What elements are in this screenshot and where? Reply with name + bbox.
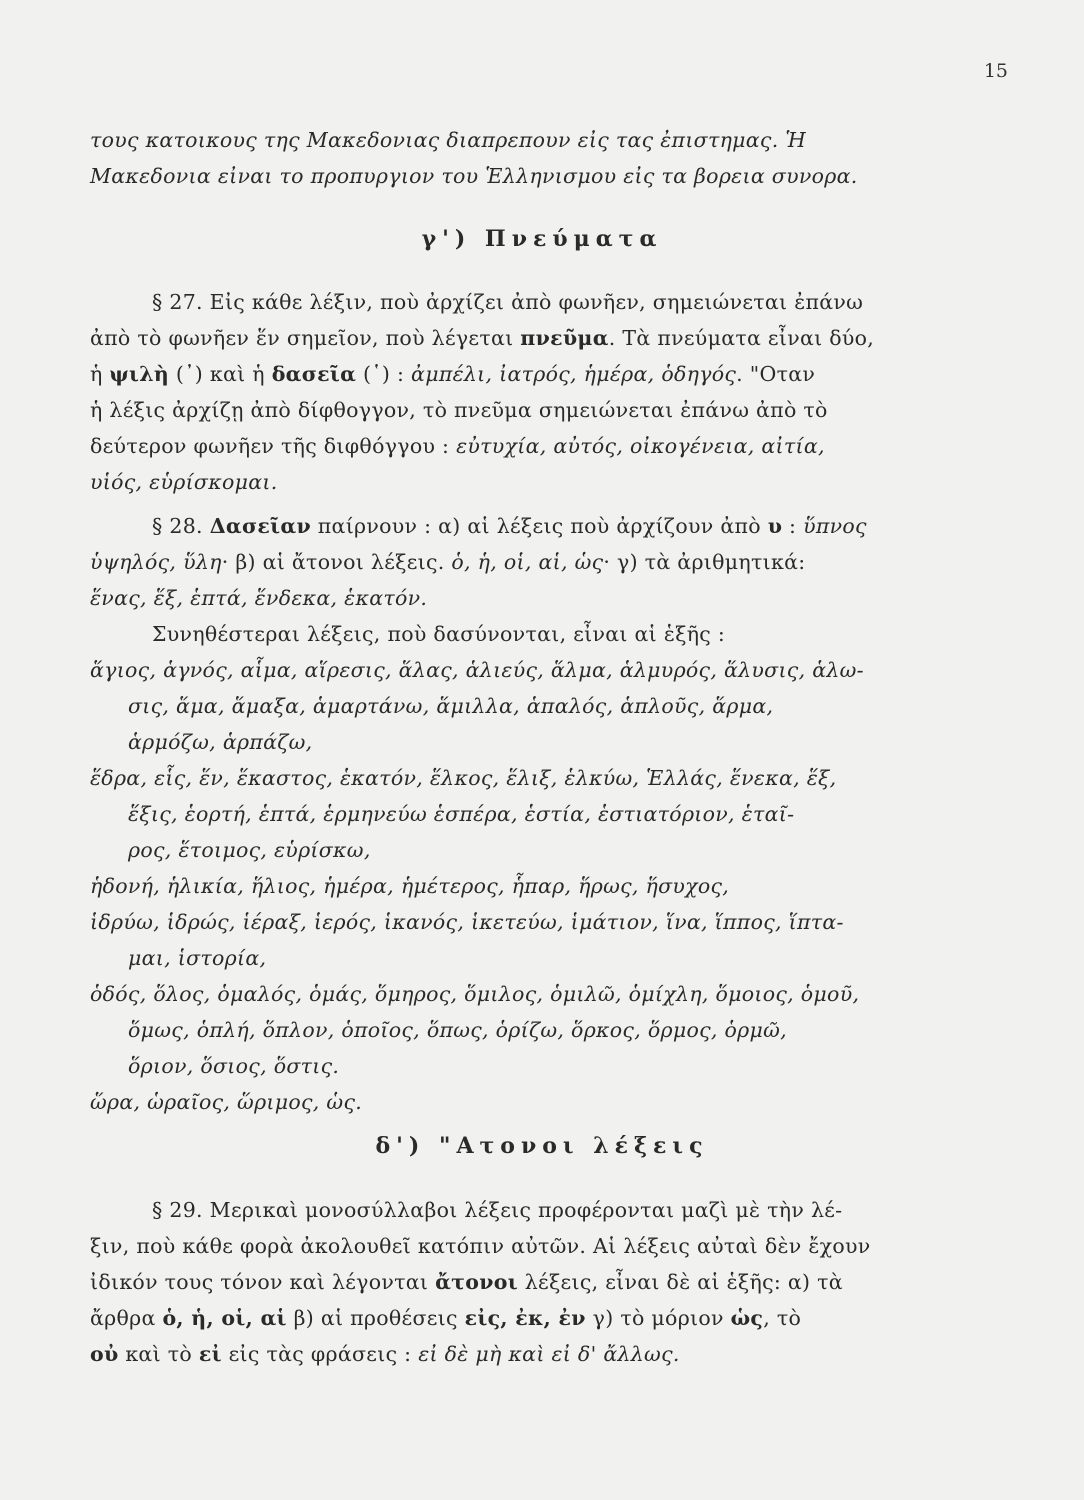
- text-line: ἕνας, ἕξ, ἑπτά, ἕνδεκα, ἑκατόν.: [90, 586, 428, 610]
- section-heading-atonoi: δ') "Ατονοι λέξεις: [375, 1133, 709, 1159]
- word-line: ὁδός, ὅλος, ὁμαλός, ὁμάς, ὅμηρος, ὅμιλος, ὁμιλῶ, ὁμίχλη, ὅμοιος, ὁμοῦ,: [90, 982, 860, 1006]
- text-line: ὑψηλός, ὕλη· β) αἱ ἄτονοι λέξεις. ὁ, ἡ, οἱ, αἱ, ὡς· γ) τὰ ἀριθμητικά:: [90, 550, 806, 574]
- word-line: ὥρα, ὡραῖος, ὥριμος, ὡς.: [90, 1090, 363, 1114]
- section-heading-pneumata: γ') Πνεύματα: [421, 226, 663, 252]
- paragraph-28: [90, 508, 940, 652]
- word-line: ἕξις, ἑορτή, ἑπτά, ἑρμηνεύω ἑσπέρα, ἑστία, ἑστιατόριον, ἑταῖ-: [128, 802, 795, 826]
- text-line: τους κατοικους της Μακεδονιας διαπρεπουν εἰς τας ἐπιστημας. Ἡ: [90, 128, 806, 152]
- text-line: υἱός, εὑρίσκομαι.: [90, 470, 278, 494]
- word-line: μαι, ἱστορία,: [128, 946, 267, 970]
- paragraph-29: [90, 1192, 940, 1372]
- text-line: § 29. Μερικαὶ μονοσύλλαβοι λέξεις προφέρονται μαζὶ μὲ τὴν λέ-: [152, 1198, 843, 1222]
- word-line: ἁρμόζω, ἁρπάζω,: [128, 730, 313, 754]
- text-line: ἡ ψιλὴ (᾿) καὶ ἡ δασεῖα (῾) : ἀμπέλι, ἰατρός, ἡμέρα, ὁδηγός. "Οταν: [90, 362, 816, 386]
- paragraph-27: [90, 284, 940, 500]
- text-line: ἄρθρα ὁ, ἡ, οἱ, αἱ β) αἱ προθέσεις εἰς, ἐκ, ἐν γ) τὸ μόριον ὡς, τὸ: [90, 1306, 802, 1330]
- text-line: § 28. Δασεῖαν παίρνουν : α) αἱ λέξεις ποὺ ἀρχίζουν ἀπὸ υ : ὕπνος: [152, 514, 867, 538]
- page-number: 15: [983, 60, 1008, 82]
- text-line: ἰδικόν τους τόνον καὶ λέγονται ἄτονοι λέξεις, εἶναι δὲ αἱ ἑξῆς: α) τὰ: [90, 1270, 843, 1294]
- word-line: ἅγιος, ἁγνός, αἷμα, αἵρεσις, ἅλας, ἁλιεύς, ἅλμα, ἁλμυρός, ἅλυσις, ἁλω-: [90, 658, 864, 682]
- text-line: δεύτερον φωνῆεν τῆς διφθόγγου : εὐτυχία, αὐτός, οἰκογένεια, αἰτία,: [90, 434, 825, 458]
- text-line: ἡ λέξις ἀρχίζῃ ἀπὸ δίφθογγον, τὸ πνεῦμα σημειώνεται ἐπάνω ἀπὸ τὸ: [90, 398, 828, 422]
- text-line: οὐ καὶ τὸ εἰ εἰς τὰς φράσεις : εἰ δὲ μὴ καὶ εἰ δ' ἄλλως.: [90, 1342, 680, 1366]
- word-line: σις, ἅμα, ἅμαξα, ἁμαρτάνω, ἅμιλλα, ἁπαλός, ἁπλοῦς, ἅρμα,: [128, 694, 774, 718]
- text-line: Συνηθέστεραι λέξεις, ποὺ δασύνονται, εἶναι αἱ ἑξῆς :: [152, 622, 726, 646]
- word-line: ἕδρα, εἷς, ἕν, ἕκαστος, ἑκατόν, ἕλκος, ἕλιξ, ἑλκύω, Ἑλλάς, ἕνεκα, ἕξ,: [90, 766, 837, 790]
- word-list: [90, 652, 940, 1120]
- text-line: ἀπὸ τὸ φωνῆεν ἕν σημεῖον, ποὺ λέγεται πνεῦμα. Τὰ πνεύματα εἶναι δύο,: [90, 326, 875, 350]
- text-line: ξιν, ποὺ κάθε φορὰ ἀκολουθεῖ κατόπιν αὐτῶν. Αἱ λέξεις αὐταὶ δὲν ἔχουν: [90, 1234, 871, 1258]
- word-line: ρος, ἕτοιμος, εὑρίσκω,: [128, 838, 371, 862]
- word-line: ὅριον, ὅσιος, ὅστις.: [128, 1054, 340, 1078]
- text-line: Μακεδονια εἰναι το προπυργιον του Ἑλληνισμου εἰς τα βορεια συνορα.: [90, 164, 858, 188]
- word-line: ὅμως, ὁπλή, ὅπλον, ὁποῖος, ὅπως, ὁρίζω, ὅρκος, ὅρμος, ὁρμῶ,: [128, 1018, 787, 1042]
- word-line: ἱδρύω, ἱδρώς, ἱέραξ, ἱερός, ἱκανός, ἱκετεύω, ἱμάτιον, ἵνα, ἵππος, ἵπτα-: [90, 910, 844, 934]
- word-line: ἡδονή, ἡλικία, ἥλιος, ἡμέρα, ἡμέτερος, ἧπαρ, ἥρως, ἥσυχος,: [90, 874, 730, 898]
- text-line: § 27. Εἰς κάθε λέξιν, ποὺ ἀρχίζει ἀπὸ φωνῆεν, σημειώνεται ἐπάνω: [152, 290, 864, 314]
- intro-text: [90, 122, 940, 194]
